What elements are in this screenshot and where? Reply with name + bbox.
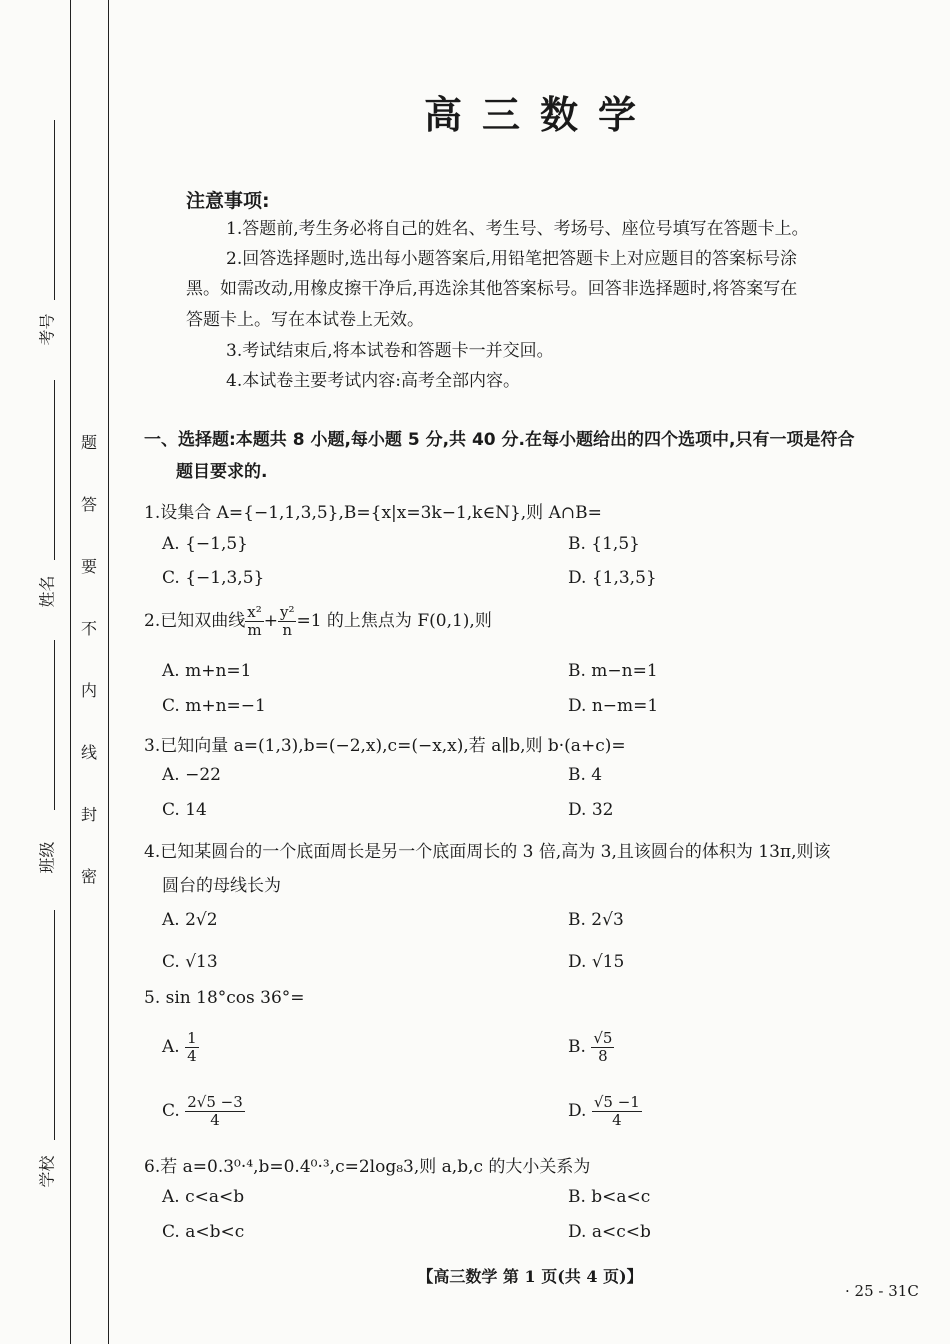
paper-code: · 25 - 31C: [845, 1282, 919, 1300]
notice-item: 4.本试卷主要考试内容:高考全部内容。: [226, 371, 520, 391]
q2-fraction-y: $\frac{\text{y²}}{n}$: [279, 603, 295, 639]
q5-option-d: D. $\frac{√5 -1}{4}$: [568, 1093, 640, 1129]
q5-option-b: B. $\frac{√5}{8}$: [568, 1029, 613, 1065]
section-heading-line1: 一、选择题:本题共 8 小题,每小题 5 分,共 40 分.在每小题给出的四个选项中,只有一项是符合: [144, 430, 855, 450]
q3-option-a: A. −22: [162, 765, 221, 785]
q5-option-c: C. $\frac{2√5 -3}{4}$: [162, 1093, 243, 1129]
question-3-stem: 3.已知向量 a=(1,3),b=(−2,x),c=(−x,x),若 a∥b,则 b·(a+c)=: [144, 736, 626, 756]
q4-option-a: A. 2√2: [162, 910, 218, 930]
seal-char: 封: [80, 805, 97, 824]
q2-plus: +: [263, 611, 278, 631]
notice-item: 2.回答选择题时,选出每小题答案后,用铅笔把答题卡上对应题目的答案标号涂: [226, 249, 798, 269]
q2-option-c: C. m+n=−1: [162, 696, 266, 716]
seal-char: 不: [80, 619, 97, 638]
notice-item: 黑。如需改动,用橡皮擦干净后,再选涂其他答案标号。回答非选择题时,将答案写在: [186, 279, 798, 299]
question-5-stem: 5. sin 18°cos 36°=: [144, 988, 305, 1008]
q2-option-b: B. m−n=1: [568, 661, 658, 681]
q3-option-b: B. 4: [568, 765, 603, 785]
q2-fraction-x: $\frac{\text{x²}}{m}$: [247, 603, 262, 639]
kaohao-underline: [54, 120, 55, 300]
q2-stem-post: =1 的上焦点为 F(0,1),则: [296, 611, 492, 631]
q2-option-d: D. n−m=1: [568, 696, 659, 716]
notice-item: 答题卡上。写在本试卷上无效。: [186, 310, 424, 330]
question-1-stem: 1.设集合 A={−1,1,3,5},B={x|x=3k−1,k∈N},则 A∩B=: [144, 503, 602, 523]
q2-option-a: A. m+n=1: [162, 661, 252, 681]
notice-item: 1.答题前,考生务必将自己的姓名、考生号、考场号、座位号填写在答题卡上。: [226, 219, 809, 239]
page-footer: 【高三数学 第 1 页(共 4 页)】: [417, 1267, 643, 1286]
q3-option-d: D. 32: [568, 800, 614, 820]
seal-char: 线: [80, 743, 97, 762]
seal-char: 内: [80, 681, 97, 700]
seal-char: 要: [80, 557, 97, 576]
class-label: 班级: [37, 841, 57, 874]
q2-stem-pre: 2.已知双曲线: [144, 611, 246, 631]
binding-line-right: [108, 0, 109, 1344]
q6-option-a: A. c<a<b: [162, 1187, 245, 1207]
q4-option-d: D. √15: [568, 952, 625, 972]
q3-option-c: C. 14: [162, 800, 207, 820]
name-underline: [54, 380, 55, 560]
q1-option-c: C. {−1,3,5}: [162, 568, 265, 588]
question-4-stem-line1: 4.已知某圆台的一个底面周长是另一个底面周长的 3 倍,高为 3,且该圆台的体积为 13π,则该: [144, 842, 831, 862]
class-underline: [54, 640, 55, 810]
kaohao-label: 考号: [37, 313, 57, 346]
question-6-stem: 6.若 a=0.3⁰·⁴,b=0.4⁰·³,c=2log₈3,则 a,b,c 的大小关系为: [144, 1157, 591, 1177]
seal-char: 答: [80, 495, 97, 514]
question-2-stem: [144, 604, 492, 639]
seal-char: 密: [80, 867, 97, 886]
name-label: 姓名: [37, 575, 57, 608]
q4-option-c: C. √13: [162, 952, 218, 972]
seal-char: 题: [80, 433, 97, 452]
q5-option-a: A. $\frac{1}{4}$: [162, 1029, 197, 1065]
q1-option-d: D. {1,3,5}: [568, 568, 657, 588]
q6-option-c: C. a<b<c: [162, 1222, 245, 1242]
q4-option-b: B. 2√3: [568, 910, 624, 930]
notice-item: 3.考试结束后,将本试卷和答题卡一并交回。: [226, 341, 554, 361]
page-title: 高三数学: [423, 93, 656, 137]
section-heading-line2: 题目要求的.: [176, 462, 268, 482]
school-underline: [54, 910, 55, 1140]
binding-line-left: [70, 0, 71, 1344]
notice-heading: 注意事项:: [186, 190, 270, 212]
section-heading: [144, 424, 924, 488]
question-4-stem-line2: 圆台的母线长为: [162, 876, 281, 896]
q1-option-b: B. {1,5}: [568, 534, 640, 554]
q6-option-d: D. a<c<b: [568, 1222, 651, 1242]
q1-option-a: A. {−1,5}: [162, 534, 248, 554]
school-label: 学校: [37, 1155, 57, 1188]
q6-option-b: B. b<a<c: [568, 1187, 651, 1207]
